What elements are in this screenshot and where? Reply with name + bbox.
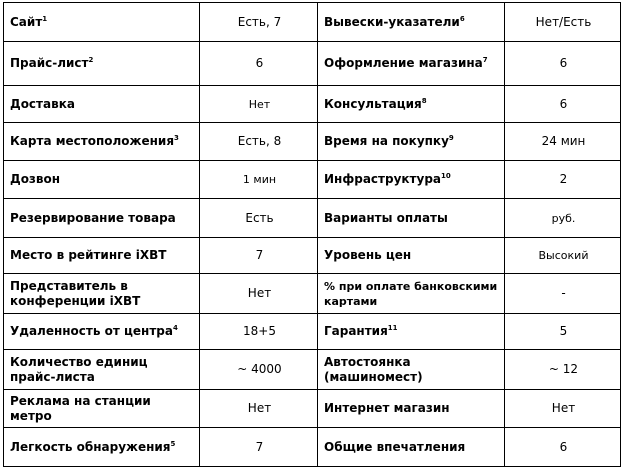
footnote-marker: 7 — [482, 56, 488, 64]
row-label — [4, 390, 200, 428]
footnote-marker: 11 — [387, 324, 398, 332]
label-text: Время на покупку — [324, 134, 449, 148]
table-row — [4, 314, 621, 350]
table-row — [4, 350, 621, 390]
label-text: Варианты оплаты — [324, 210, 448, 225]
label-text: Интернет магазин — [324, 401, 450, 415]
label-text: Легкость обнаружения — [10, 439, 171, 454]
row-label — [318, 161, 505, 199]
row-label — [4, 3, 200, 42]
row-value: Нет — [505, 390, 621, 428]
table-row — [4, 428, 621, 467]
footnote-marker: 5 — [170, 439, 176, 448]
row-value: Нет — [200, 274, 318, 314]
shop-rating-table — [3, 2, 621, 467]
row-label — [318, 86, 505, 123]
table-row — [4, 161, 621, 199]
label-text: Инфраструктура — [324, 172, 442, 186]
row-value: Нет/Есть — [505, 3, 621, 42]
row-value: Есть — [200, 199, 318, 238]
row-label — [318, 199, 505, 238]
table-row — [4, 390, 621, 428]
row-value: ~ 4000 — [200, 350, 318, 390]
label-text: Дозвон — [10, 172, 61, 186]
label-text: Вывески-указатели — [324, 14, 460, 29]
row-value: Нет — [200, 86, 318, 123]
row-value: Есть, 8 — [200, 123, 318, 161]
label-text: Доставка — [10, 96, 75, 111]
row-label — [318, 350, 505, 390]
row-value: 7 — [200, 428, 318, 467]
row-label — [318, 428, 505, 467]
label-text: Резервирование товара — [10, 210, 176, 225]
label-text: % при оплате банковскими картами — [324, 279, 498, 308]
table-row — [4, 86, 621, 123]
label-text: Карта местоположения — [10, 134, 175, 148]
row-label — [4, 161, 200, 199]
row-label — [318, 42, 505, 86]
row-label — [318, 238, 505, 274]
label-text: Сайт — [10, 14, 43, 29]
label-text: Представитель в конференции iXBT — [10, 278, 141, 308]
row-label — [4, 314, 200, 350]
row-value: 6 — [505, 86, 621, 123]
footnote-marker: 9 — [448, 134, 454, 142]
label-text: Количество единиц прайс-листа — [10, 354, 148, 384]
row-label — [4, 86, 200, 123]
row-value: 6 — [200, 42, 318, 86]
footnote-marker: 3 — [174, 134, 179, 142]
table-row — [4, 123, 621, 161]
row-value: 18+5 — [200, 314, 318, 350]
row-label — [4, 238, 200, 274]
label-text: Консультация — [324, 96, 422, 111]
row-label — [4, 274, 200, 314]
table-row — [4, 238, 621, 274]
footnote-marker: 4 — [172, 324, 178, 332]
table-row — [4, 42, 621, 86]
label-text: Прайс-лист — [10, 56, 89, 70]
label-text: Реклама на станции метро — [10, 393, 151, 423]
row-label — [4, 350, 200, 390]
label-text: Гарантия — [324, 324, 388, 338]
label-text: Оформление магазина — [324, 56, 483, 70]
row-label — [4, 428, 200, 467]
row-label — [318, 3, 505, 42]
row-label — [318, 123, 505, 161]
footnote-marker: 1 — [42, 14, 48, 23]
table-row — [4, 3, 621, 42]
row-value: 6 — [505, 42, 621, 86]
row-value: 2 — [505, 161, 621, 199]
row-value: ~ 12 — [505, 350, 621, 390]
footnote-marker: 6 — [459, 14, 465, 23]
footnote-marker: 8 — [421, 96, 427, 105]
row-label — [4, 42, 200, 86]
row-value: Высокий — [505, 238, 621, 274]
row-value: 1 мин — [200, 161, 318, 199]
row-value: 24 мин — [505, 123, 621, 161]
footnote-marker: 2 — [88, 56, 94, 64]
table-row — [4, 199, 621, 238]
row-value: руб. — [505, 199, 621, 238]
table-row — [4, 274, 621, 314]
footnote-marker: 10 — [441, 172, 451, 180]
label-text: Место в рейтинге iXBT — [10, 248, 167, 262]
row-label — [4, 199, 200, 238]
row-label — [318, 274, 505, 314]
label-text: Общие впечатления — [324, 439, 466, 454]
row-value: 6 — [505, 428, 621, 467]
label-text: Уровень цен — [324, 248, 412, 262]
row-label — [318, 390, 505, 428]
label-text: Автостоянка (машиномест) — [324, 354, 423, 384]
row-value: 5 — [505, 314, 621, 350]
row-value: - — [505, 274, 621, 314]
row-label — [318, 314, 505, 350]
label-text: Удаленность от центра — [10, 324, 173, 338]
row-label — [4, 123, 200, 161]
row-value: Есть, 7 — [200, 3, 318, 42]
row-value: 7 — [200, 238, 318, 274]
row-value: Нет — [200, 390, 318, 428]
